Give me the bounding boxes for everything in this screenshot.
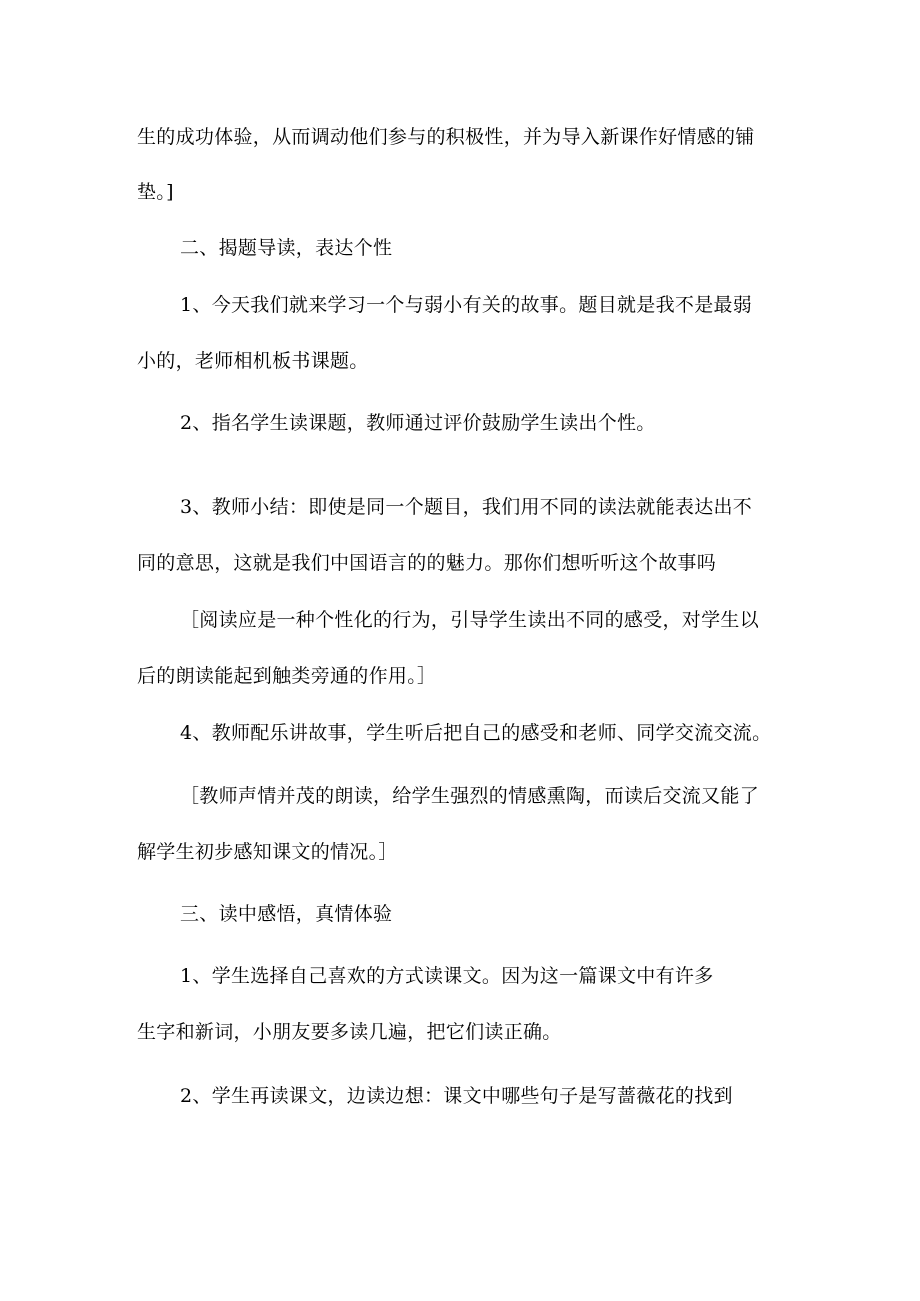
section-heading: 三、读中感悟，真情体验	[180, 903, 393, 925]
text-line: 1、学生选择自己喜欢的方式读课文。因为这一篇课文中有许多	[180, 965, 714, 987]
text-line: ［教师声情并茂的朗读，给学生强烈的情感熏陶，而读后交流又能了	[180, 785, 760, 807]
text-line: 2、学生再读课文，边读边想：课文中哪些句子是写蔷薇花的找到	[180, 1085, 733, 1107]
text-line: 生的成功体验，从而调动他们参与的积极性，并为导入新课作好情感的铺	[137, 126, 755, 148]
text-line: 解学生初步感知课文的情况。］	[137, 841, 398, 863]
section-heading: 二、揭题导读，表达个性	[180, 237, 393, 259]
text-line: 4、教师配乐讲故事，学生听后把自己的感受和老师、同学交流交流。	[180, 722, 772, 744]
text-line: 垫。]	[137, 181, 174, 203]
text-line: 小的，老师相机板书课题。	[137, 350, 369, 372]
text-line: 3、教师小结：即使是同一个题目，我们用不同的读法就能表达出不	[180, 496, 753, 518]
text-line: 生字和新词，小朋友要多读几遍，把它们读正确。	[137, 1021, 562, 1043]
text-line: 1、今天我们就来学习一个与弱小有关的故事。题目就是我不是最弱	[180, 294, 753, 316]
text-line: 后的朗读能起到触类旁通的作用。］	[137, 665, 437, 687]
text-line: ［阅读应是一种个性化的行为，引导学生读出不同的感受，对学生以	[180, 609, 760, 631]
text-line: 2、指名学生读课题，教师通过评价鼓励学生读出个性。	[180, 412, 656, 434]
text-line: 同的意思，这就是我们中国语言的的魅力。那你们想听听这个故事吗	[137, 552, 717, 574]
